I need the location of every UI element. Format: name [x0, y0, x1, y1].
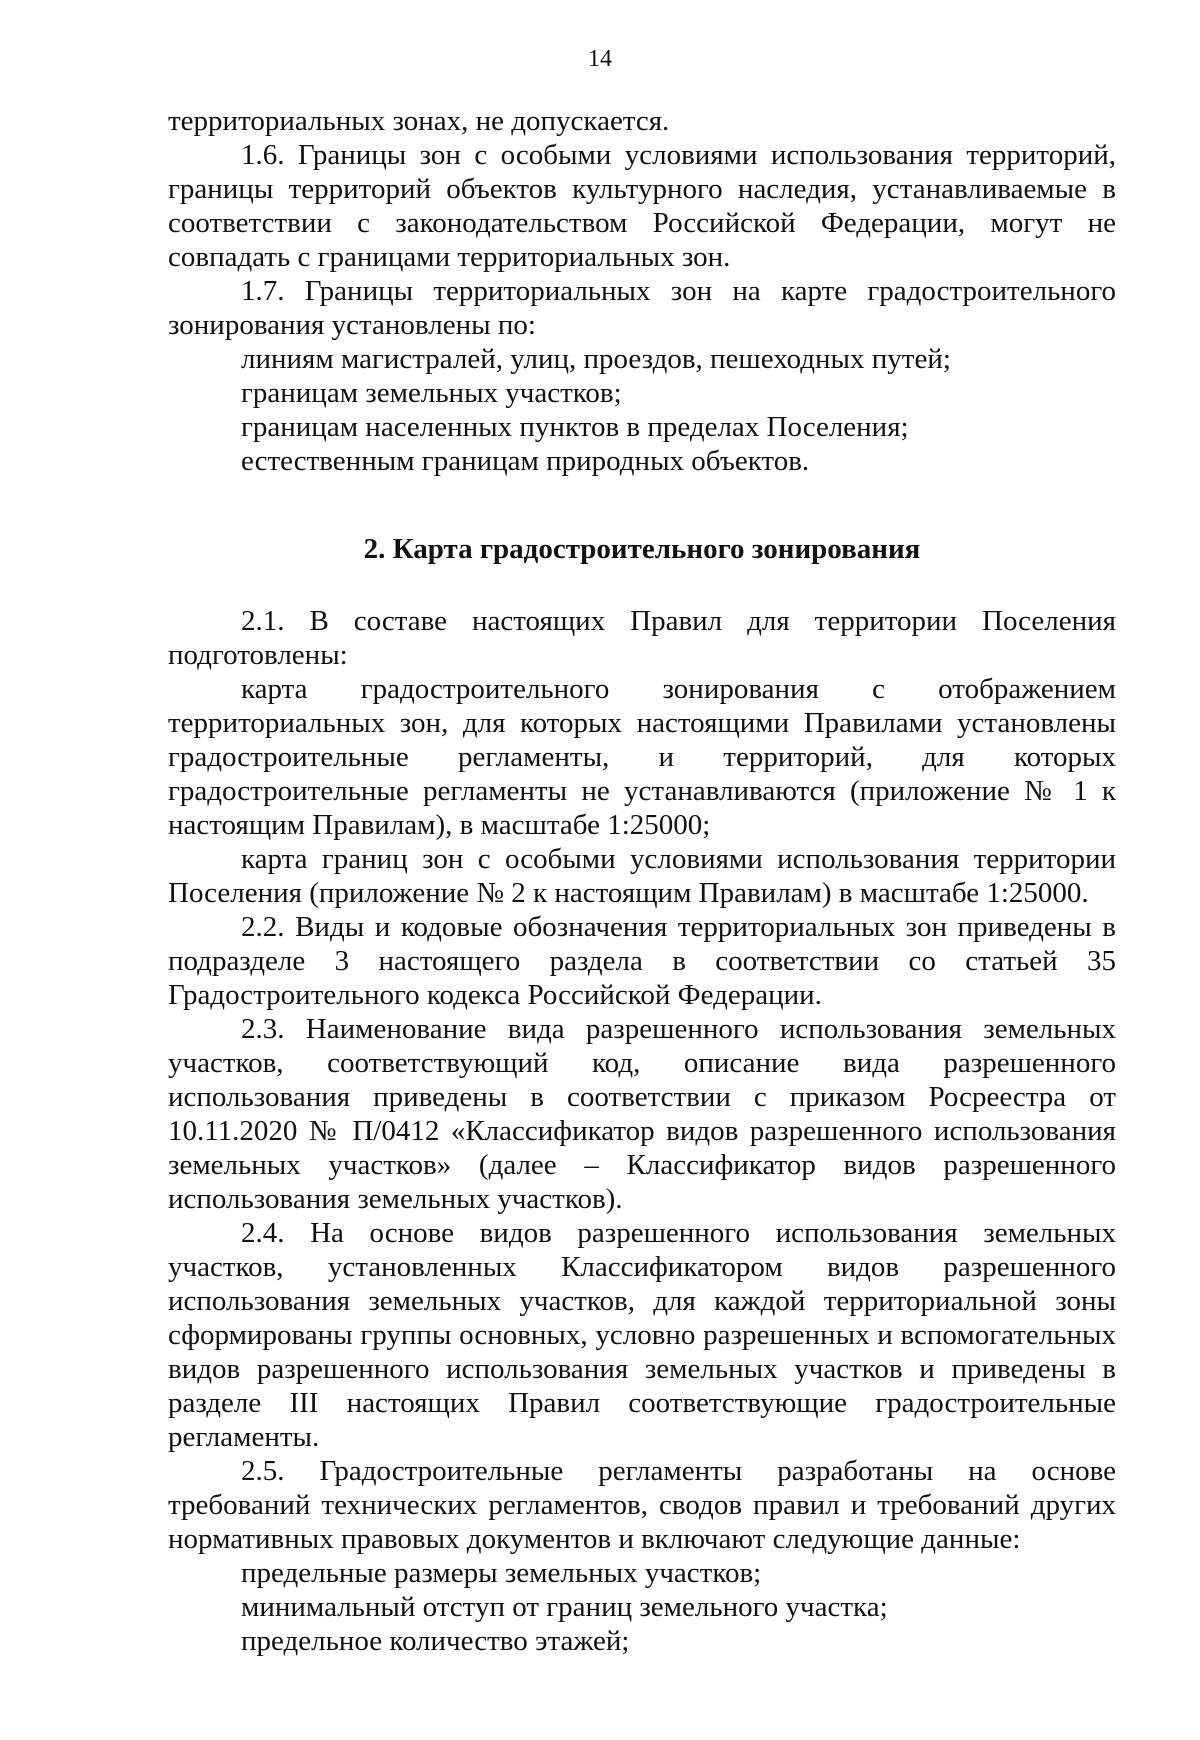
paragraph-continuation: территориальных зонах, не допускается.	[168, 105, 670, 137]
paragraph-2-1: 2.1. В составе настоящих Правил для территории Поселения подготовлены:	[168, 605, 1116, 671]
paragraph-2-1-a: карта градостроительного зонирования с отображением территориальных зон, для которых настоящими Правилами установлены градостроительные регламенты, и территорий, для которых градостроительные регламенты не устанавливаются (приложение № 1 к настоящим Правилам), в масштабе 1:25000;	[168, 673, 1116, 841]
list-item: границам населенных пунктов в пределах Поселения;	[241, 411, 909, 443]
paragraph-2-4: 2.4. На основе видов разрешенного использования земельных участков, установленных Классификатором видов разрешенного использования земельных участков, для каждой территориальной зоны сформированы группы основных, условно разрешенных и вспомогательных видов разрешенного использования земельных участков и приведены в разделе III настоящих Правил соответствующие градостроительные регламенты.	[168, 1217, 1116, 1453]
list-item: предельные размеры земельных участков;	[241, 1557, 762, 1589]
paragraph-2-1-b: карта границ зон с особыми условиями использования территории Поселения (приложение № 2 к настоящим Правилам) в масштабе 1:25000.	[168, 843, 1116, 909]
paragraph-2-5: 2.5. Градостроительные регламенты разработаны на основе требований технических регламентов, сводов правил и требований других нормативных правовых документов и включают следующие данные:	[168, 1455, 1116, 1555]
list-item: естественным границам природных объектов.	[241, 445, 810, 477]
list-item: линиям магистралей, улиц, проездов, пешеходных путей;	[241, 343, 951, 375]
paragraph-2-2: 2.2. Виды и кодовые обозначения территориальных зон приведены в подразделе 3 настоящего раздела в соответствии со статьей 35 Градостроительного кодекса Российской Федерации.	[168, 911, 1116, 1011]
list-item: границам земельных участков;	[241, 377, 622, 409]
list-item: предельное количество этажей;	[241, 1625, 630, 1657]
document-body	[168, 104, 1116, 1658]
paragraph-1-7: 1.7. Границы территориальных зон на карте градостроительного зонирования установлены по:	[168, 275, 1116, 341]
list-item: минимальный отступ от границ земельного участка;	[241, 1591, 888, 1623]
paragraph-2-3: 2.3. Наименование вида разрешенного использования земельных участков, соответствующий код, описание вида разрешенного использования приведены в соответствии с приказом Росреестра от 10.11.2020 № П/0412 «Классификатор видов разрешенного использования земельных участков» (далее – Классификатор видов разрешенного использования земельных участков).	[168, 1013, 1116, 1215]
section-heading: 2. Карта градостроительного зонирования	[363, 533, 921, 565]
paragraph-1-6: 1.6. Границы зон с особыми условиями использования территорий, границы территорий объектов культурного наследия, устанавливаемые в соответствии с законодательством Российской Федерации, могут не совпадать с границами территориальных зон.	[168, 139, 1116, 273]
page-number: 14	[588, 46, 612, 72]
